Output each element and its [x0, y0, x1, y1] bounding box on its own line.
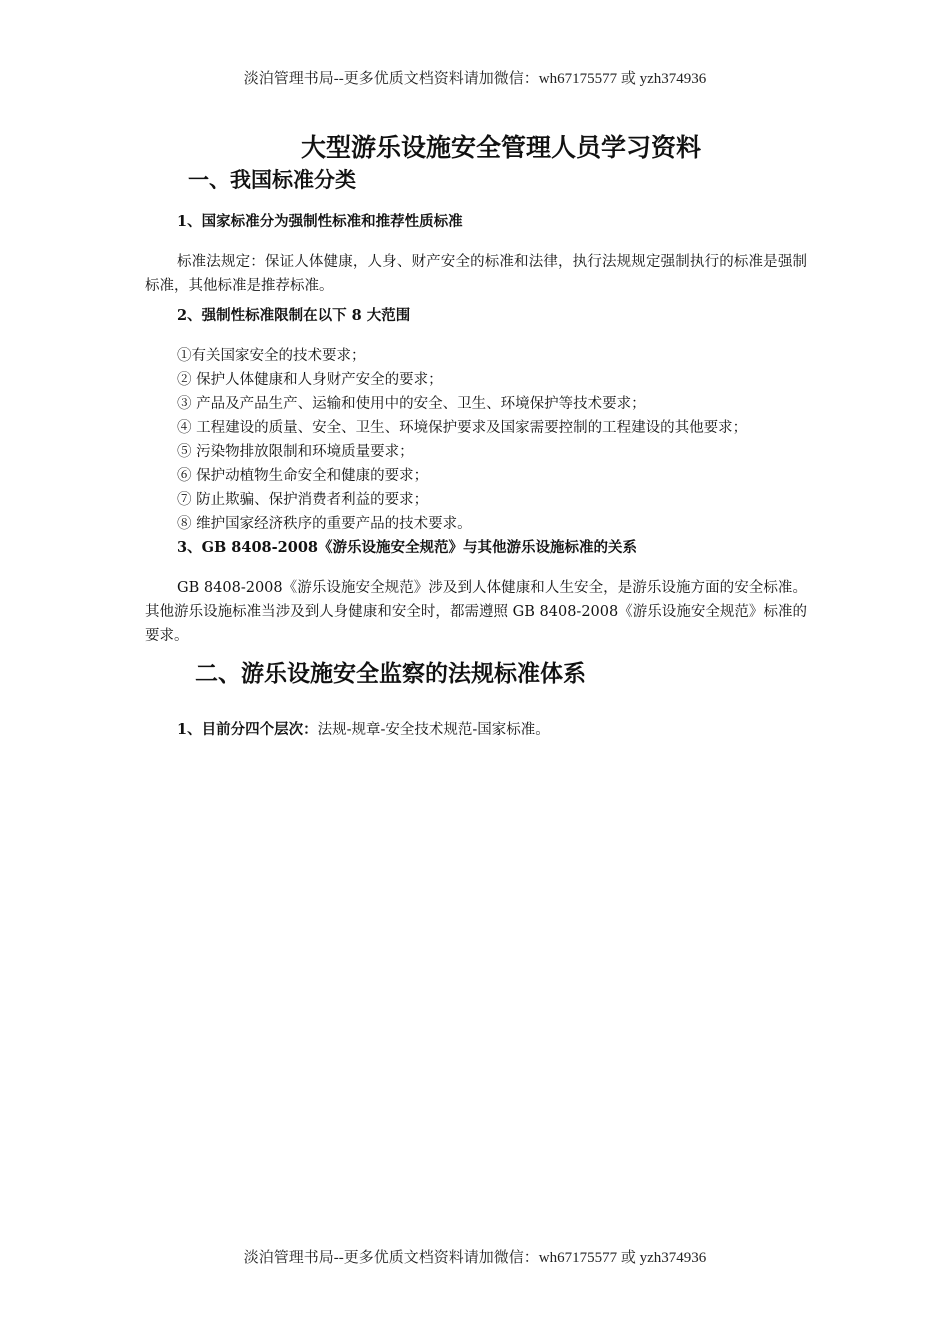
paragraph-gb8408-relation: GB 8408-2008《游乐设施安全规范》涉及到人体健康和人生安全，是游乐设施方面的安全标准。其他游乐设施标准当涉及到人身健康和安全时，都需遵照 GB 8408-2008《游乐设施安全规范》标准的要求。: [145, 580, 807, 644]
list-item: ⑤ 污染物排放限制和环境质量要求；: [177, 444, 414, 460]
paragraph-standards-law: 标准法规定：保证人体健康，人身、财产安全的标准和法律，执行法规规定强制执行的标准是强制标准，其他标准是推荐标准。: [145, 254, 807, 294]
subsection-heading-2-1-bold: 1、目前分四个层次：: [177, 721, 318, 738]
list-item: ⑧ 维护国家经济秩序的重要产品的技术要求。: [177, 516, 472, 532]
list-item: ⑦ 防止欺骗、保护消费者利益的要求；: [177, 492, 429, 508]
list-item: ④ 工程建设的质量、安全、卫生、环境保护要求及国家需要控制的工程建设的其他要求；: [177, 420, 748, 436]
list-item: ①有关国家安全的技术要求；: [177, 348, 366, 364]
document-title: 大型游乐设施安全管理人员学习资料: [300, 133, 701, 162]
page-header: 淡泊管理书局--更多优质文档资料请加微信：wh67175577 或 yzh374936: [243, 71, 707, 87]
subsection-heading-2-1: [145, 718, 807, 742]
page-footer: 淡泊管理书局--更多优质文档资料请加微信：wh67175577 或 yzh374936: [243, 1250, 707, 1266]
subsection-heading-1-1: 1、国家标准分为强制性标准和推荐性质标准: [177, 213, 463, 230]
list-item: ② 保护人体健康和人身财产安全的要求；: [177, 372, 443, 388]
section-heading-2: 二、游乐设施安全监察的法规标准体系: [195, 660, 586, 687]
list-item: ③ 产品及产品生产、运输和使用中的安全、卫生、环境保护等技术要求；: [177, 396, 646, 412]
subsection-heading-2-1-text: 法规-规章-安全技术规范-国家标准。: [317, 722, 550, 738]
document-body: [145, 130, 807, 742]
subsection-heading-1-2: 2、强制性标准限制在以下 8 大范围: [177, 307, 411, 324]
subsection-heading-1-3: 3、GB 8408-2008《游乐设施安全规范》与其他游乐设施标准的关系: [177, 539, 638, 556]
list-item: ⑥ 保护动植物生命安全和健康的要求；: [177, 468, 429, 484]
section-heading-1: 一、我国标准分类: [188, 167, 356, 192]
